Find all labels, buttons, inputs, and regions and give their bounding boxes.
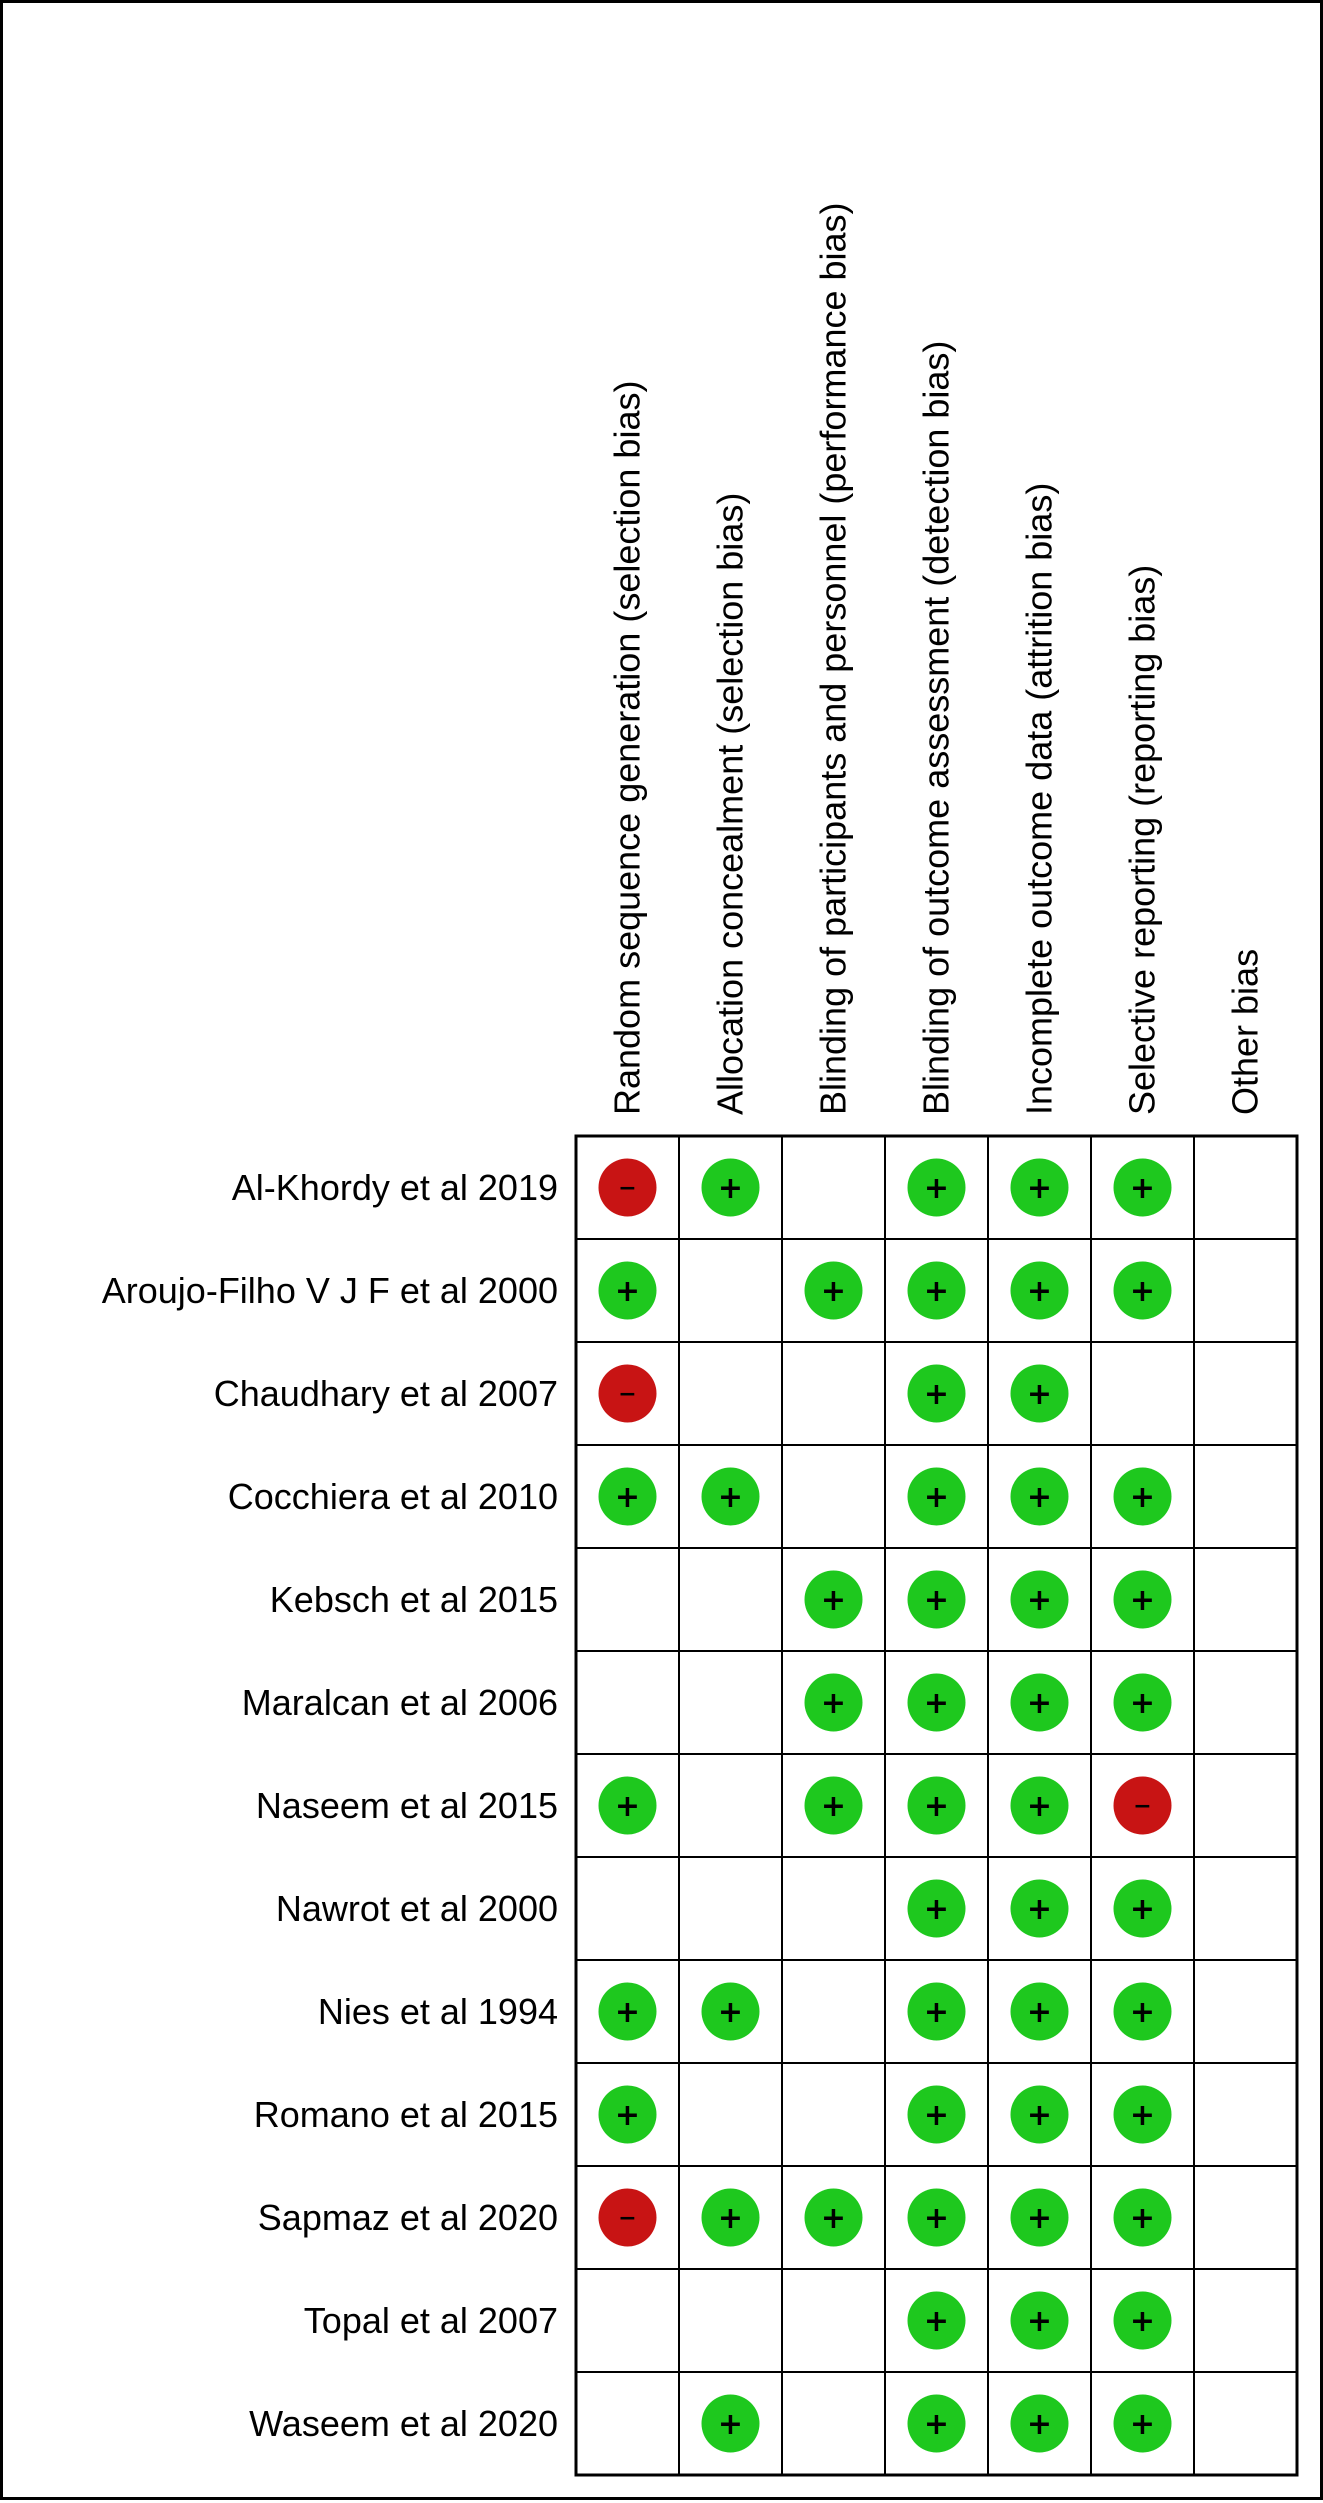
column-label-6: Selective reporting (reporting bias) [1121,564,1163,1115]
low-risk-symbol [908,1262,966,1320]
plus-icon: + [923,1583,950,1618]
plus-icon: + [717,1480,744,1515]
low-risk-symbol [1114,2395,1172,2453]
low-risk-symbol [1011,1365,1069,1423]
low-risk-symbol [1011,2086,1069,2144]
column-label-5: Incomplete outcome data (attrition bias) [1018,482,1060,1115]
plus-icon: + [923,1274,950,1309]
plus-icon: + [614,2098,641,2133]
study-label: Nawrot et al 2000 [275,1888,558,1929]
high-risk-symbol [599,1365,657,1423]
plus-icon: + [1026,1995,1053,2030]
low-risk-symbol [599,1262,657,1320]
low-risk-symbol [908,1983,966,2041]
plus-icon: + [614,1274,641,1309]
low-risk-symbol [1114,1983,1172,2041]
plus-icon: + [717,1171,744,1206]
low-risk-symbol [805,1571,863,1629]
study-label: Nies et al 1994 [317,1991,558,2032]
plus-icon: + [1129,1686,1156,1721]
plus-icon: + [1026,2304,1053,2339]
low-risk-symbol [599,1468,657,1526]
column-labels [607,202,1266,1115]
plus-icon: + [1026,1892,1053,1927]
plus-icon: + [1129,1171,1156,1206]
plus-icon: + [1129,1274,1156,1309]
plus-icon: + [1026,1377,1053,1412]
low-risk-symbol [1114,2086,1172,2144]
row-labels [102,1167,558,2444]
low-risk-symbol [908,2292,966,2350]
plus-icon: + [614,1995,641,2030]
low-risk-symbol [908,1777,966,1835]
plus-icon: + [1026,2407,1053,2442]
study-label: Naseem et al 2015 [255,1785,558,1826]
low-risk-symbol [908,1468,966,1526]
plus-icon: + [1129,2201,1156,2236]
low-risk-symbol [1114,1468,1172,1526]
plus-icon: + [923,1480,950,1515]
plus-icon: + [923,1686,950,1721]
low-risk-symbol [1114,2292,1172,2350]
plus-icon: + [614,1480,641,1515]
study-label: Topal et al 2007 [303,2300,558,2341]
study-label: Sapmaz et al 2020 [257,2197,558,2238]
low-risk-symbol [908,1674,966,1732]
column-label-3: Blinding of participants and personnel (performance bias) [812,202,854,1115]
plus-icon: + [1026,2098,1053,2133]
plus-icon: + [1129,1892,1156,1927]
low-risk-symbol [702,1468,760,1526]
low-risk-symbol [702,1983,760,2041]
plus-icon: + [923,1892,950,1927]
plus-icon: + [1129,1995,1156,2030]
low-risk-symbol [1011,1777,1069,1835]
low-risk-symbol [1011,1262,1069,1320]
plus-icon: + [820,1274,847,1309]
high-risk-symbol [1114,1777,1172,1835]
minus-icon: − [1133,1794,1152,1819]
low-risk-symbol [908,1159,966,1217]
low-risk-symbol [908,1365,966,1423]
plus-icon: + [1026,1583,1053,1618]
minus-icon: − [618,2206,637,2231]
plus-icon: + [1129,2407,1156,2442]
plus-icon: + [717,2407,744,2442]
low-risk-symbol [1011,1468,1069,1526]
study-label: Romano et al 2015 [253,2094,558,2135]
plus-icon: + [923,2098,950,2133]
plus-icon: + [820,1583,847,1618]
plus-icon: + [923,1789,950,1824]
low-risk-symbol [1011,1983,1069,2041]
column-label-1: Random sequence generation (selection bias) [606,380,648,1115]
study-label: Al-Khordy et al 2019 [231,1167,558,1208]
low-risk-symbol [599,1983,657,2041]
high-risk-symbol [599,2189,657,2247]
plus-icon: + [923,2201,950,2236]
plus-icon: + [1129,1583,1156,1618]
low-risk-symbol [702,2189,760,2247]
low-risk-symbol [599,1777,657,1835]
column-label-7: Other bias [1224,948,1266,1115]
low-risk-symbol [1011,1571,1069,1629]
low-risk-symbol [1011,1674,1069,1732]
low-risk-symbol [1114,1159,1172,1217]
plus-icon: + [614,1789,641,1824]
study-label: Maralcan et al 2006 [241,1682,558,1723]
study-label: Cocchiera et al 2010 [227,1476,558,1517]
plus-icon: + [1129,1480,1156,1515]
plus-icon: + [1026,1480,1053,1515]
low-risk-symbol [908,2395,966,2453]
low-risk-symbol [1011,2189,1069,2247]
low-risk-symbol [805,1262,863,1320]
plus-icon: + [820,2201,847,2236]
minus-icon: − [618,1176,637,1201]
plus-icon: + [1026,2201,1053,2236]
plus-icon: + [1026,1789,1053,1824]
low-risk-symbol [805,1777,863,1835]
study-label: Chaudhary et al 2007 [213,1373,558,1414]
risk-of-bias-grid [3,3,1323,2503]
plus-icon: + [923,1995,950,2030]
minus-icon: − [618,1382,637,1407]
column-label-4: Blinding of outcome assessment (detection bias) [915,340,957,1115]
plus-icon: + [820,1789,847,1824]
low-risk-symbol [908,2086,966,2144]
low-risk-symbol [1114,1674,1172,1732]
low-risk-symbol [1011,1159,1069,1217]
plus-icon: + [923,2304,950,2339]
low-risk-symbol [702,2395,760,2453]
plus-icon: + [923,1171,950,1206]
study-label: Aroujo-Filho V J F et al 2000 [101,1270,558,1311]
plus-icon: + [923,1377,950,1412]
plus-icon: + [1129,2304,1156,2339]
low-risk-symbol [1011,2395,1069,2453]
plus-icon: + [1026,1686,1053,1721]
plus-icon: + [1026,1274,1053,1309]
low-risk-symbol [805,2189,863,2247]
low-risk-symbol [1011,1880,1069,1938]
plus-icon: + [1129,2098,1156,2133]
low-risk-symbol [1114,1571,1172,1629]
study-label: Kebsch et al 2015 [269,1579,558,1620]
low-risk-symbol [702,1159,760,1217]
study-label: Waseem et al 2020 [249,2403,558,2444]
plus-icon: + [717,1995,744,2030]
plus-icon: + [717,2201,744,2236]
column-label-2: Allocation concealment (selection bias) [709,492,751,1115]
low-risk-symbol [1114,2189,1172,2247]
plus-icon: + [923,2407,950,2442]
plus-icon: + [820,1686,847,1721]
low-risk-symbol [1011,2292,1069,2350]
low-risk-symbol [1114,1880,1172,1938]
low-risk-symbol [908,2189,966,2247]
plus-icon: + [1026,1171,1053,1206]
high-risk-symbol [599,1159,657,1217]
low-risk-symbol [805,1674,863,1732]
low-risk-symbol [1114,1262,1172,1320]
low-risk-symbol [908,1571,966,1629]
low-risk-symbol [599,2086,657,2144]
low-risk-symbol [908,1880,966,1938]
